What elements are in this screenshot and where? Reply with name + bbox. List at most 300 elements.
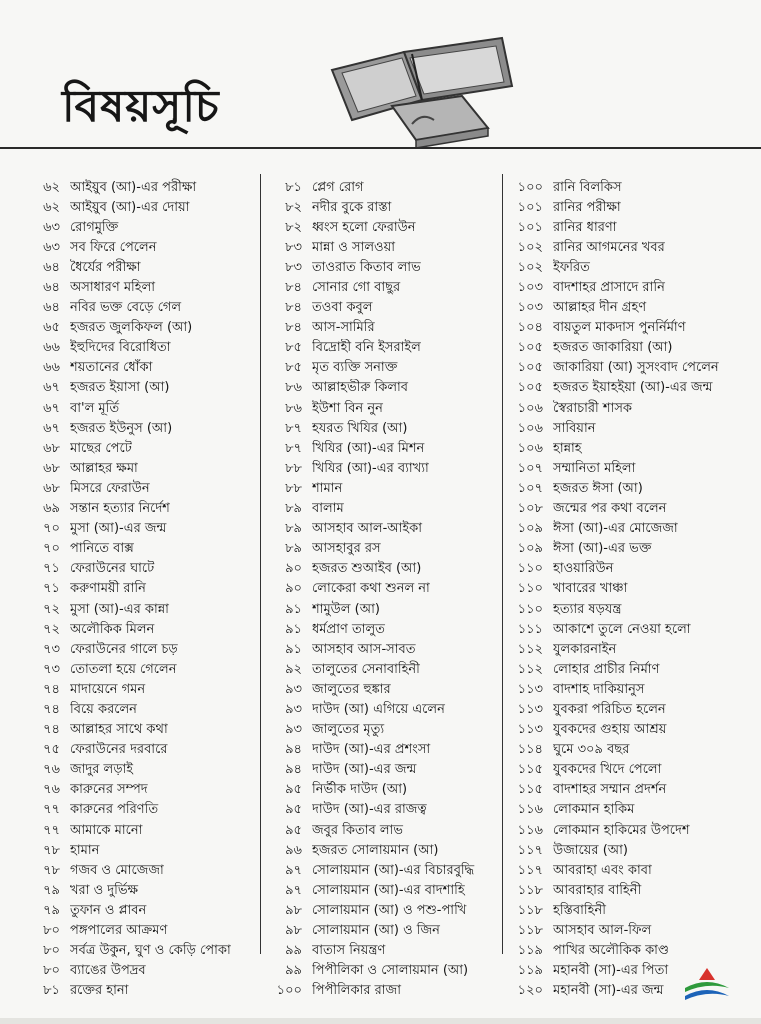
toc-entry-title: রোগমুক্তি [70,219,119,235]
toc-page-number: ৬২ [43,199,60,215]
toc-entry [20,379,255,399]
toc-entry-title: মুসা (আ)-এর জন্ম [70,521,167,537]
toc-page-number: ১০৩ [517,300,543,316]
toc-entry [262,761,497,781]
toc-entry [262,339,497,359]
toc-page-number: ৬৮ [43,480,60,496]
toc-entry-title: হজরত সোলায়মান (আ) [312,842,439,858]
toc-entry [20,982,255,1002]
toc-entry-title: খিযির (আ)-এর মিশন [312,440,425,456]
toc-entry-title: বাতাস নিয়ন্ত্রণ [312,943,386,959]
toc-entry [20,540,255,560]
toc-page-number: ১০৮ [517,501,543,517]
toc-page-number: ৮৬ [285,380,302,396]
toc-entry [503,399,738,419]
toc-entry [262,299,497,319]
toc-page-number: ৯২ [285,661,302,677]
toc-page-number: ৯৩ [285,722,302,738]
toc-page-number: ৮০ [43,923,60,939]
toc-entry [503,921,738,941]
toc-page-number: ৯৭ [285,882,302,898]
toc-column-1 [20,178,255,1002]
toc-page-number: ৭৩ [43,641,60,657]
toc-page-number: ১১৯ [517,943,543,959]
toc-page-number: ৬৫ [43,320,60,336]
toc-entry-title: হস্তিবাহিনী [553,902,606,918]
toc-page-number: ১০১ [517,199,543,215]
toc-entry [262,841,497,861]
toc-page-number: ৮৪ [285,280,302,296]
toc-entry [503,600,738,620]
toc-entry [503,359,738,379]
toc-entry [503,520,738,540]
toc-page-number: ১০৩ [517,280,543,296]
toc-page-number: ১১০ [517,601,543,617]
toc-entry-title: অসাধারণ মহিলা [70,280,156,296]
toc-entry [20,761,255,781]
toc-entry-title: পানিতে বাক্স [70,541,134,557]
toc-entry [262,439,497,459]
toc-entry-title: জবুর কিতাব লাভ [312,822,403,838]
open-book-on-stand-icon [312,28,520,152]
toc-page-number: ৯৯ [285,963,302,979]
toc-entry [20,399,255,419]
toc-page-number: ৭৪ [43,681,60,697]
toc-entry-title: জাকারিয়া (আ) সুসংবাদ পেলেন [553,360,719,376]
toc-page-number: ১১৩ [517,701,543,717]
toc-entry-title: মাদায়েনে গমন [70,681,146,697]
toc-entry-title: জাদুর লড়াই [70,762,134,778]
toc-entry-title: পঙ্গপালের আক্রমণ [70,923,168,939]
toc-entry-title: জালুতের মৃত্যু [312,722,385,738]
toc-page-number: ৬৪ [43,300,60,316]
toc-entry [20,620,255,640]
toc-entry [262,620,497,640]
toc-page-number: ১০৫ [517,380,543,396]
toc-entry-title: খিযির (আ)-এর ব্যাখ্যা [312,460,429,476]
toc-entry [262,640,497,660]
toc-page-number: ১০৯ [517,541,543,557]
toc-entry-title: সাবিয়ান [553,420,596,436]
toc-entry-title: আস-সামিরি [312,320,375,336]
toc-entry [503,620,738,640]
toc-entry-title: তুফান ও প্লাবন [70,902,147,918]
toc-page-number: ৯০ [285,561,302,577]
toc-page-number: ৯৩ [285,701,302,717]
toc-entry-title: মুসা (আ)-এর কান্না [70,601,169,617]
toc-entry [503,198,738,218]
toc-entry-title: দাউদ (আ)-এর প্রশংসা [312,742,431,758]
toc-entry-title: বা'ল মূর্তি [70,400,120,416]
toc-entry [503,439,738,459]
toc-page-number: ১১৬ [517,822,543,838]
toc-entry [20,560,255,580]
toc-entry-title: তালুতের সেনাবাহিনী [312,661,420,677]
toc-page-number: ৮৭ [285,420,302,436]
toc-entry [20,861,255,881]
toc-page-number: ৭৮ [43,862,60,878]
toc-page-number: ৯৩ [285,681,302,697]
toc-entry [503,479,738,499]
toc-entry [262,580,497,600]
toc-entry [20,218,255,238]
toc-entry-title: করুণাময়ী রানি [70,581,146,597]
toc-entry [20,801,255,821]
toc-entry-title: যুবকদের খিদে পেলো [553,762,662,778]
toc-entry-title: কারুনের পরিণতি [70,802,159,818]
toc-entry-title: আইয়ুব (আ)-এর দোয়া [70,199,190,215]
toc-entry-title: আল্লাহর সাথে কথা [70,722,168,738]
toc-page-number: ৮৩ [285,259,302,275]
logo-red-mark [699,968,715,980]
toc-page-number: ১১৭ [517,862,543,878]
toc-entry-title: সোলায়মান (আ)-এর বাদশাহি [312,882,465,898]
toc-entry-title: ফেরাউনের গালে চড় [70,641,178,657]
toc-entry-title: বিদ্রোহী বনি ইসরাইল [312,340,421,356]
toc-page-number: ১১৮ [517,902,543,918]
toc-entry-title: মাছের পেটে [70,440,132,456]
toc-entry [20,721,255,741]
toc-page-number: ৮৩ [285,239,302,255]
toc-entry-title: শয়তানের ধোঁকা [70,360,153,376]
toc-page-number: ১২০ [517,983,543,999]
toc-entry-title: প্লেগ রোগ [312,179,364,195]
toc-entry-title: তওবা কবুল [312,300,373,316]
toc-page-number: ৯৫ [285,802,302,818]
toc-page-number: ৯৭ [285,862,302,878]
toc-page-number: ৯১ [285,621,302,637]
toc-entry [262,500,497,520]
toc-entry [20,258,255,278]
toc-entry-title: বাদশাহ দাকিয়ানুস [553,681,645,697]
toc-page-number: ৬৯ [43,501,60,517]
toc-entry [503,741,738,761]
toc-entry-title: পাখির অলৌকিক কাণ্ড [553,943,669,959]
toc-entry [503,700,738,720]
toc-entry [20,640,255,660]
toc-entry-title: বাদশাহর প্রাসাদে রানি [553,280,665,296]
toc-entry-title: আসহাব আল-ফিল [553,923,652,939]
toc-entry-title: কারুনের সম্পদ [70,782,148,798]
toc-entry-title: রানির আগমনের খবর [553,239,665,255]
toc-page-number: ৬৭ [43,400,60,416]
toc-page-number: ৭০ [43,541,60,557]
toc-entry [20,821,255,841]
toc-entry-title: বালাম [312,501,344,517]
toc-entry-title: লোহার প্রাচীর নির্মাণ [553,661,660,677]
toc-entry [262,178,497,198]
toc-entry [20,520,255,540]
toc-page-number: ৭২ [43,601,60,617]
toc-entry [503,258,738,278]
toc-entry [262,901,497,921]
toc-page-number: ৬৮ [43,440,60,456]
toc-entry [20,580,255,600]
toc-page-number: ৬৪ [43,259,60,275]
toc-entry-title: শামুউল (আ) [312,601,380,617]
toc-page-number: ১১৫ [517,782,543,798]
toc-entry [20,901,255,921]
toc-page-number: ৭৬ [43,762,60,778]
toc-page-number: ১১০ [517,561,543,577]
toc-entry-title: ফেরাউনের দরবারে [70,742,168,758]
toc-entry-title: হত্যার ষড়যন্ত্র [553,601,622,617]
toc-entry-title: হামান [70,842,100,858]
toc-entry-title: হান্নাহ [553,440,582,456]
toc-entry-title: আইয়ুব (আ)-এর পরীক্ষা [70,179,197,195]
toc-page-number: ৮১ [43,983,60,999]
toc-entry [503,721,738,741]
toc-entry-title: সোলায়মান (আ) ও জিন [312,923,440,939]
toc-page-number: ৮৫ [285,340,302,356]
toc-page-number: ১০৭ [517,480,543,496]
toc-entry-title: আবরাহা এবং কাবা [553,862,652,878]
toc-page-number: ১০৬ [517,420,543,436]
toc-entry [262,359,497,379]
toc-entry-title: হজরত ইয়াহইয়া (আ)-এর জন্ম [553,380,713,396]
toc-page-number: ৬৬ [43,360,60,376]
toc-entry-title: যুবকদের গুহায় আশ্রয় [553,722,667,738]
toc-page-number: ১০৯ [517,521,543,537]
toc-entry-title: সোনার গো বাছুর [312,280,401,296]
logo-blue-wave [685,990,729,1000]
toc-entry-title: ইফরিত [553,259,590,275]
toc-page-number: ১০২ [517,259,543,275]
toc-entry [503,560,738,580]
toc-page-number: ১১৪ [517,742,543,758]
toc-entry [503,660,738,680]
toc-page-number: ৮৯ [285,541,302,557]
publisher-logo-icon [683,966,731,1004]
toc-entry-title: আসহাব আল-আইকা [312,521,423,537]
toc-entry-title: মান্না ও সালওয়া [312,239,396,255]
toc-entry-title: জন্মের পর কথা বলেন [553,501,667,517]
toc-entry [503,238,738,258]
toc-entry [503,580,738,600]
toc-entry-title: দাউদ (আ) এগিয়ে এলেন [312,701,445,717]
toc-entry-title: হযরত খিযির (আ) [312,420,408,436]
toc-entry-title: শামান [312,480,343,496]
toc-entry [503,459,738,479]
toc-entry [20,741,255,761]
toc-page-number: ১১৫ [517,762,543,778]
toc-entry-title: হজরত জাকারিয়া (আ) [553,340,673,356]
toc-entry-title: মহানবী (সা)-এর জন্ম [553,983,664,999]
toc-entry-title: সোলায়মান (আ)-এর বিচারবুদ্ধি [312,862,475,878]
toc-page-number: ৮০ [43,963,60,979]
toc-entry [262,781,497,801]
toc-entry-title: নির্ভীক দাউদ (আ) [312,782,408,798]
toc-entry [262,680,497,700]
toc-entry [262,540,497,560]
toc-page-number: ১০৫ [517,340,543,356]
toc-entry-title: দাউদ (আ)-এর জন্ম [312,762,417,778]
toc-entry-title: বাদশাহর সম্মান প্রদর্শন [553,782,667,798]
toc-entry-title: গজব ও মোজেজা [70,862,164,878]
toc-page-number: ১০০ [517,179,543,195]
toc-page-number: ৬৬ [43,340,60,356]
toc-entry-title: সোলায়মান (আ) ও পশু-পাখি [312,902,467,918]
toc-entry-title: খাবারের খাঞ্চা [553,581,628,597]
toc-page-number: ১১৩ [517,681,543,697]
toc-page-number: ৯৬ [285,842,302,858]
toc-entry [503,178,738,198]
toc-page-number: ৮৬ [285,400,302,416]
toc-entry-title: আসহাব আস-সাবত [312,641,416,657]
toc-entry-title: রানির ধারণা [553,219,617,235]
header-rule [0,147,761,149]
toc-entry [20,278,255,298]
toc-entry-title: ফেরাউনের ঘাটে [70,561,155,577]
toc-page-number: ৯১ [285,641,302,657]
toc-entry [20,600,255,620]
toc-entry [262,881,497,901]
toc-page-number: ৮৭ [285,440,302,456]
toc-entry-title: নবির ভক্ত বেড়ে গেল [70,300,182,316]
toc-entry [262,258,497,278]
toc-entry [20,921,255,941]
toc-entry [262,459,497,479]
toc-entry [262,801,497,821]
toc-page-number: ৭৬ [43,782,60,798]
toc-page-number: ৯০ [285,581,302,597]
toc-entry [262,861,497,881]
bottom-edge [0,1018,761,1024]
toc-entry-title: ধর্মপ্রাণ তালুত [312,621,385,637]
toc-entry-title: সন্তান হত্যার নির্দেশ [70,501,170,517]
toc-entry-title: আল্লাহর দীন গ্রহণ [553,300,647,316]
toc-entry [262,218,497,238]
toc-page-number: ৭১ [43,561,60,577]
toc-entry-title: আবরাহার বাহিনী [553,882,642,898]
toc-page-number: ৬৭ [43,380,60,396]
toc-entry-title: ধ্বংস হলো ফেরাউন [312,219,416,235]
toc-page-number: ৯১ [285,601,302,617]
toc-page-number: ৮৮ [285,460,302,476]
toc-entry [262,700,497,720]
toc-entry [503,942,738,962]
toc-entry [262,278,497,298]
toc-entry [20,198,255,218]
toc-entry [262,982,497,1002]
toc-entry-title: তাওরাত কিতাব লাভ [312,259,421,275]
toc-page-number: ৮৯ [285,501,302,517]
toc-entry-title: দাউদ (আ)-এর রাজত্ব [312,802,427,818]
toc-page-number: ৮২ [285,219,302,235]
toc-entry-title: রানি বিলকিস [553,179,622,195]
toc-entry [503,761,738,781]
toc-entry-title: ইহুদিদের বিরোধিতা [70,340,171,356]
toc-entry-title: অলৌকিক মিলন [70,621,155,637]
toc-entry [20,479,255,499]
toc-page-number: ৯৯ [285,943,302,959]
toc-page-number: ৮১ [285,179,302,195]
toc-page-number: ৯৫ [285,782,302,798]
toc-entry [503,881,738,901]
toc-entry-title: উজায়ের (আ) [553,842,628,858]
toc-entry [20,781,255,801]
toc-entry [20,660,255,680]
toc-page-number: ৭১ [43,581,60,597]
toc-entry [503,339,738,359]
toc-column-2 [262,178,497,1002]
toc-page-number: ১১২ [517,641,543,657]
toc-entry [20,881,255,901]
toc-page-number: ১০৪ [517,320,543,336]
toc-page-number: ৭৯ [43,902,60,918]
toc-page-number: ১১৭ [517,842,543,858]
toc-page-number: ১১৯ [517,963,543,979]
toc-entry-title: যুলকারনাইন [553,641,617,657]
toc-page-number: ১০৭ [517,460,543,476]
toc-entry-title: জালুতের হুঙ্কার [312,681,391,697]
toc-entry-title: তোতলা হয়ে গেলেন [70,661,177,677]
toc-entry-title: ধৈর্যের পরীক্ষা [70,259,141,275]
toc-entry-title: হাওয়ারিউন [553,561,614,577]
toc-entry [20,299,255,319]
toc-page-number: ৭৫ [43,742,60,758]
toc-entry-title: সর্বত্র উকুন, ঘুণ ও কেড়ি পোকা [70,943,231,959]
toc-entry [262,520,497,540]
toc-page-number: ১০১ [517,219,543,235]
toc-page-number: ৮০ [43,943,60,959]
toc-entry [20,962,255,982]
toc-entry-title: নদীর বুকে রাস্তা [312,199,392,215]
toc-entry [503,379,738,399]
toc-page-number: ১১০ [517,581,543,597]
toc-entry [20,419,255,439]
toc-entry-title: হজরত জুলকিফল (আ) [70,320,193,336]
toc-entry [20,178,255,198]
toc-entry-title: হজরত ইয়াসা (আ) [70,380,170,396]
toc-column-3 [503,178,738,1002]
toc-entry-title: আল্লাহভীরু কিলাব [312,380,409,396]
toc-entry-title: লোকেরা কথা শুনল না [312,581,430,597]
toc-entry [262,721,497,741]
toc-entry [262,419,497,439]
toc-page-number: ৯৪ [285,742,302,758]
toc-page-number: ১০৬ [517,400,543,416]
toc-entry [503,500,738,520]
toc-entry-title: মহানবী (সা)-এর পিতা [553,963,669,979]
toc-entry [20,700,255,720]
toc-entry-title: বিয়ে করলেন [70,701,137,717]
toc-entry-title: লোকমান হাকিমের উপদেশ [553,822,690,838]
toc-entry [20,439,255,459]
toc-entry-title: পিপীলিকা ও সোলায়মান (আ) [312,963,469,979]
toc-entry [20,359,255,379]
toc-page-number: ৭৮ [43,842,60,858]
toc-entry [262,379,497,399]
toc-entry-title: খরা ও দুর্ভিক্ষ [70,882,139,898]
toc-entry [20,339,255,359]
toc-page-number: ৭৩ [43,661,60,677]
toc-page-number: ৭৭ [43,822,60,838]
toc-entry [503,841,738,861]
toc-page-number: ১১৮ [517,882,543,898]
toc-entry-title: যুবকরা পরিচিত হলেন [553,701,666,717]
toc-entry-title: হজরত ঈসা (আ) [553,480,643,496]
toc-entry-title: রক্তের হানা [70,983,129,999]
toc-entry [262,238,497,258]
toc-entry [20,680,255,700]
toc-entry [503,901,738,921]
toc-entry [262,600,497,620]
toc-entry-title: সম্মানিতা মহিলা [553,460,636,476]
toc-entry [503,218,738,238]
toc-page-number: ১০৫ [517,360,543,376]
toc-entry [262,560,497,580]
